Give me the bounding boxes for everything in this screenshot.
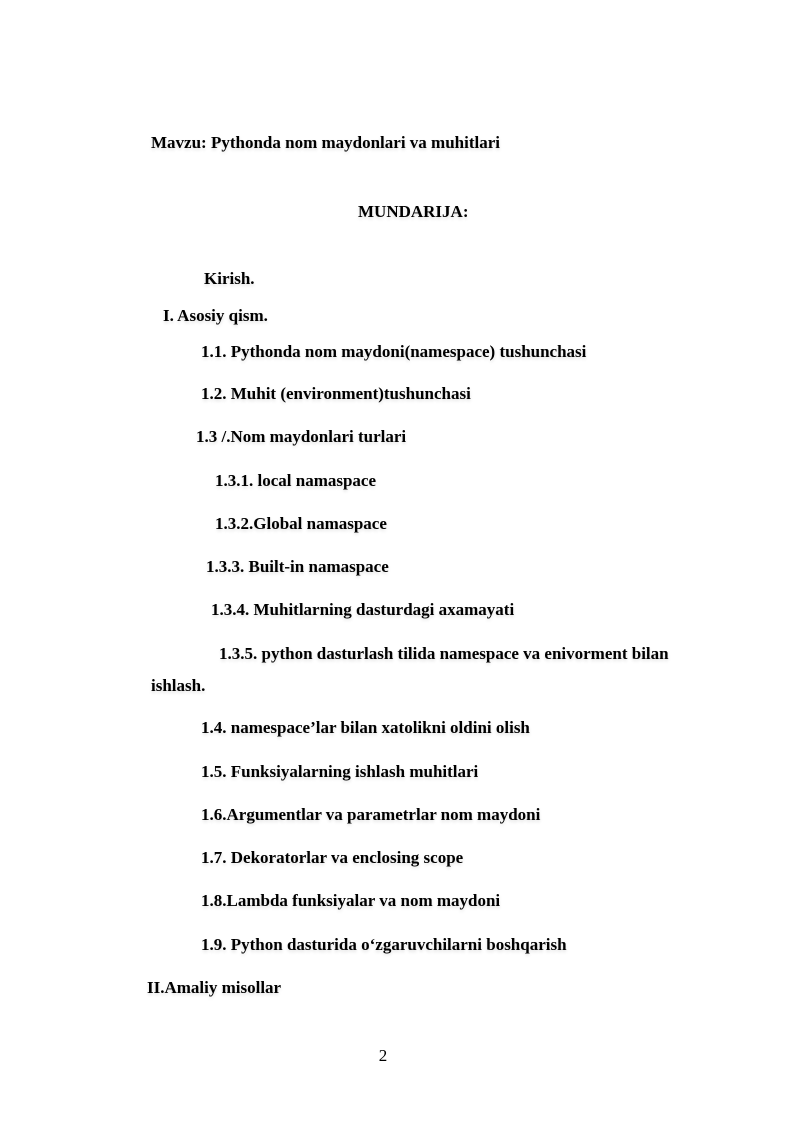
toc-item-1-3-5-continued: ishlash. xyxy=(151,676,206,695)
toc-item-1-1: 1.1. Pythonda nom maydoni(namespace) tushunchasi xyxy=(201,342,587,361)
toc-item-1-6: 1.6.Argumentlar va parametrlar nom maydoni xyxy=(201,805,541,824)
toc-item-1-3-5: 1.3.5. python dasturlash tilida namespace va enivorment bilan xyxy=(219,644,669,663)
toc-item-practical-examples: II.Amaliy misollar xyxy=(147,978,282,997)
toc-item-1-4: 1.4. namespace’lar bilan xatolikni oldini olish xyxy=(201,718,530,737)
page-number: 2 xyxy=(378,1046,388,1065)
toc-item-1-5: 1.5. Funksiyalarning ishlash muhitlari xyxy=(201,762,479,781)
toc-item-1-8: 1.8.Lambda funksiyalar va nom maydoni xyxy=(201,891,501,910)
toc-item-introduction: Kirish. xyxy=(204,269,255,288)
toc-item-1-3-3: 1.3.3. Built-in namaspace xyxy=(206,557,389,576)
toc-item-1-2: 1.2. Muhit (environment)tushunchasi xyxy=(201,384,471,403)
toc-heading: MUNDARIJA: xyxy=(358,202,469,221)
toc-item-1-7: 1.7. Dekoratorlar va enclosing scope xyxy=(201,848,464,867)
toc-item-1-3-4: 1.3.4. Muhitlarning dasturdagi axamayati xyxy=(211,600,515,619)
toc-item-1-3: 1.3 /.Nom maydonlari turlari xyxy=(196,427,407,446)
topic-title: Mavzu: Pythonda nom maydonlari va muhitlari xyxy=(151,133,500,152)
toc-item-1-3-2: 1.3.2.Global namaspace xyxy=(215,514,387,533)
toc-item-1-3-1: 1.3.1. local namaspace xyxy=(215,471,377,490)
toc-item-main-part: I. Asosiy qism. xyxy=(163,306,268,325)
toc-item-1-9: 1.9. Python dasturida o‘zgaruvchilarni boshqarish xyxy=(201,935,567,954)
